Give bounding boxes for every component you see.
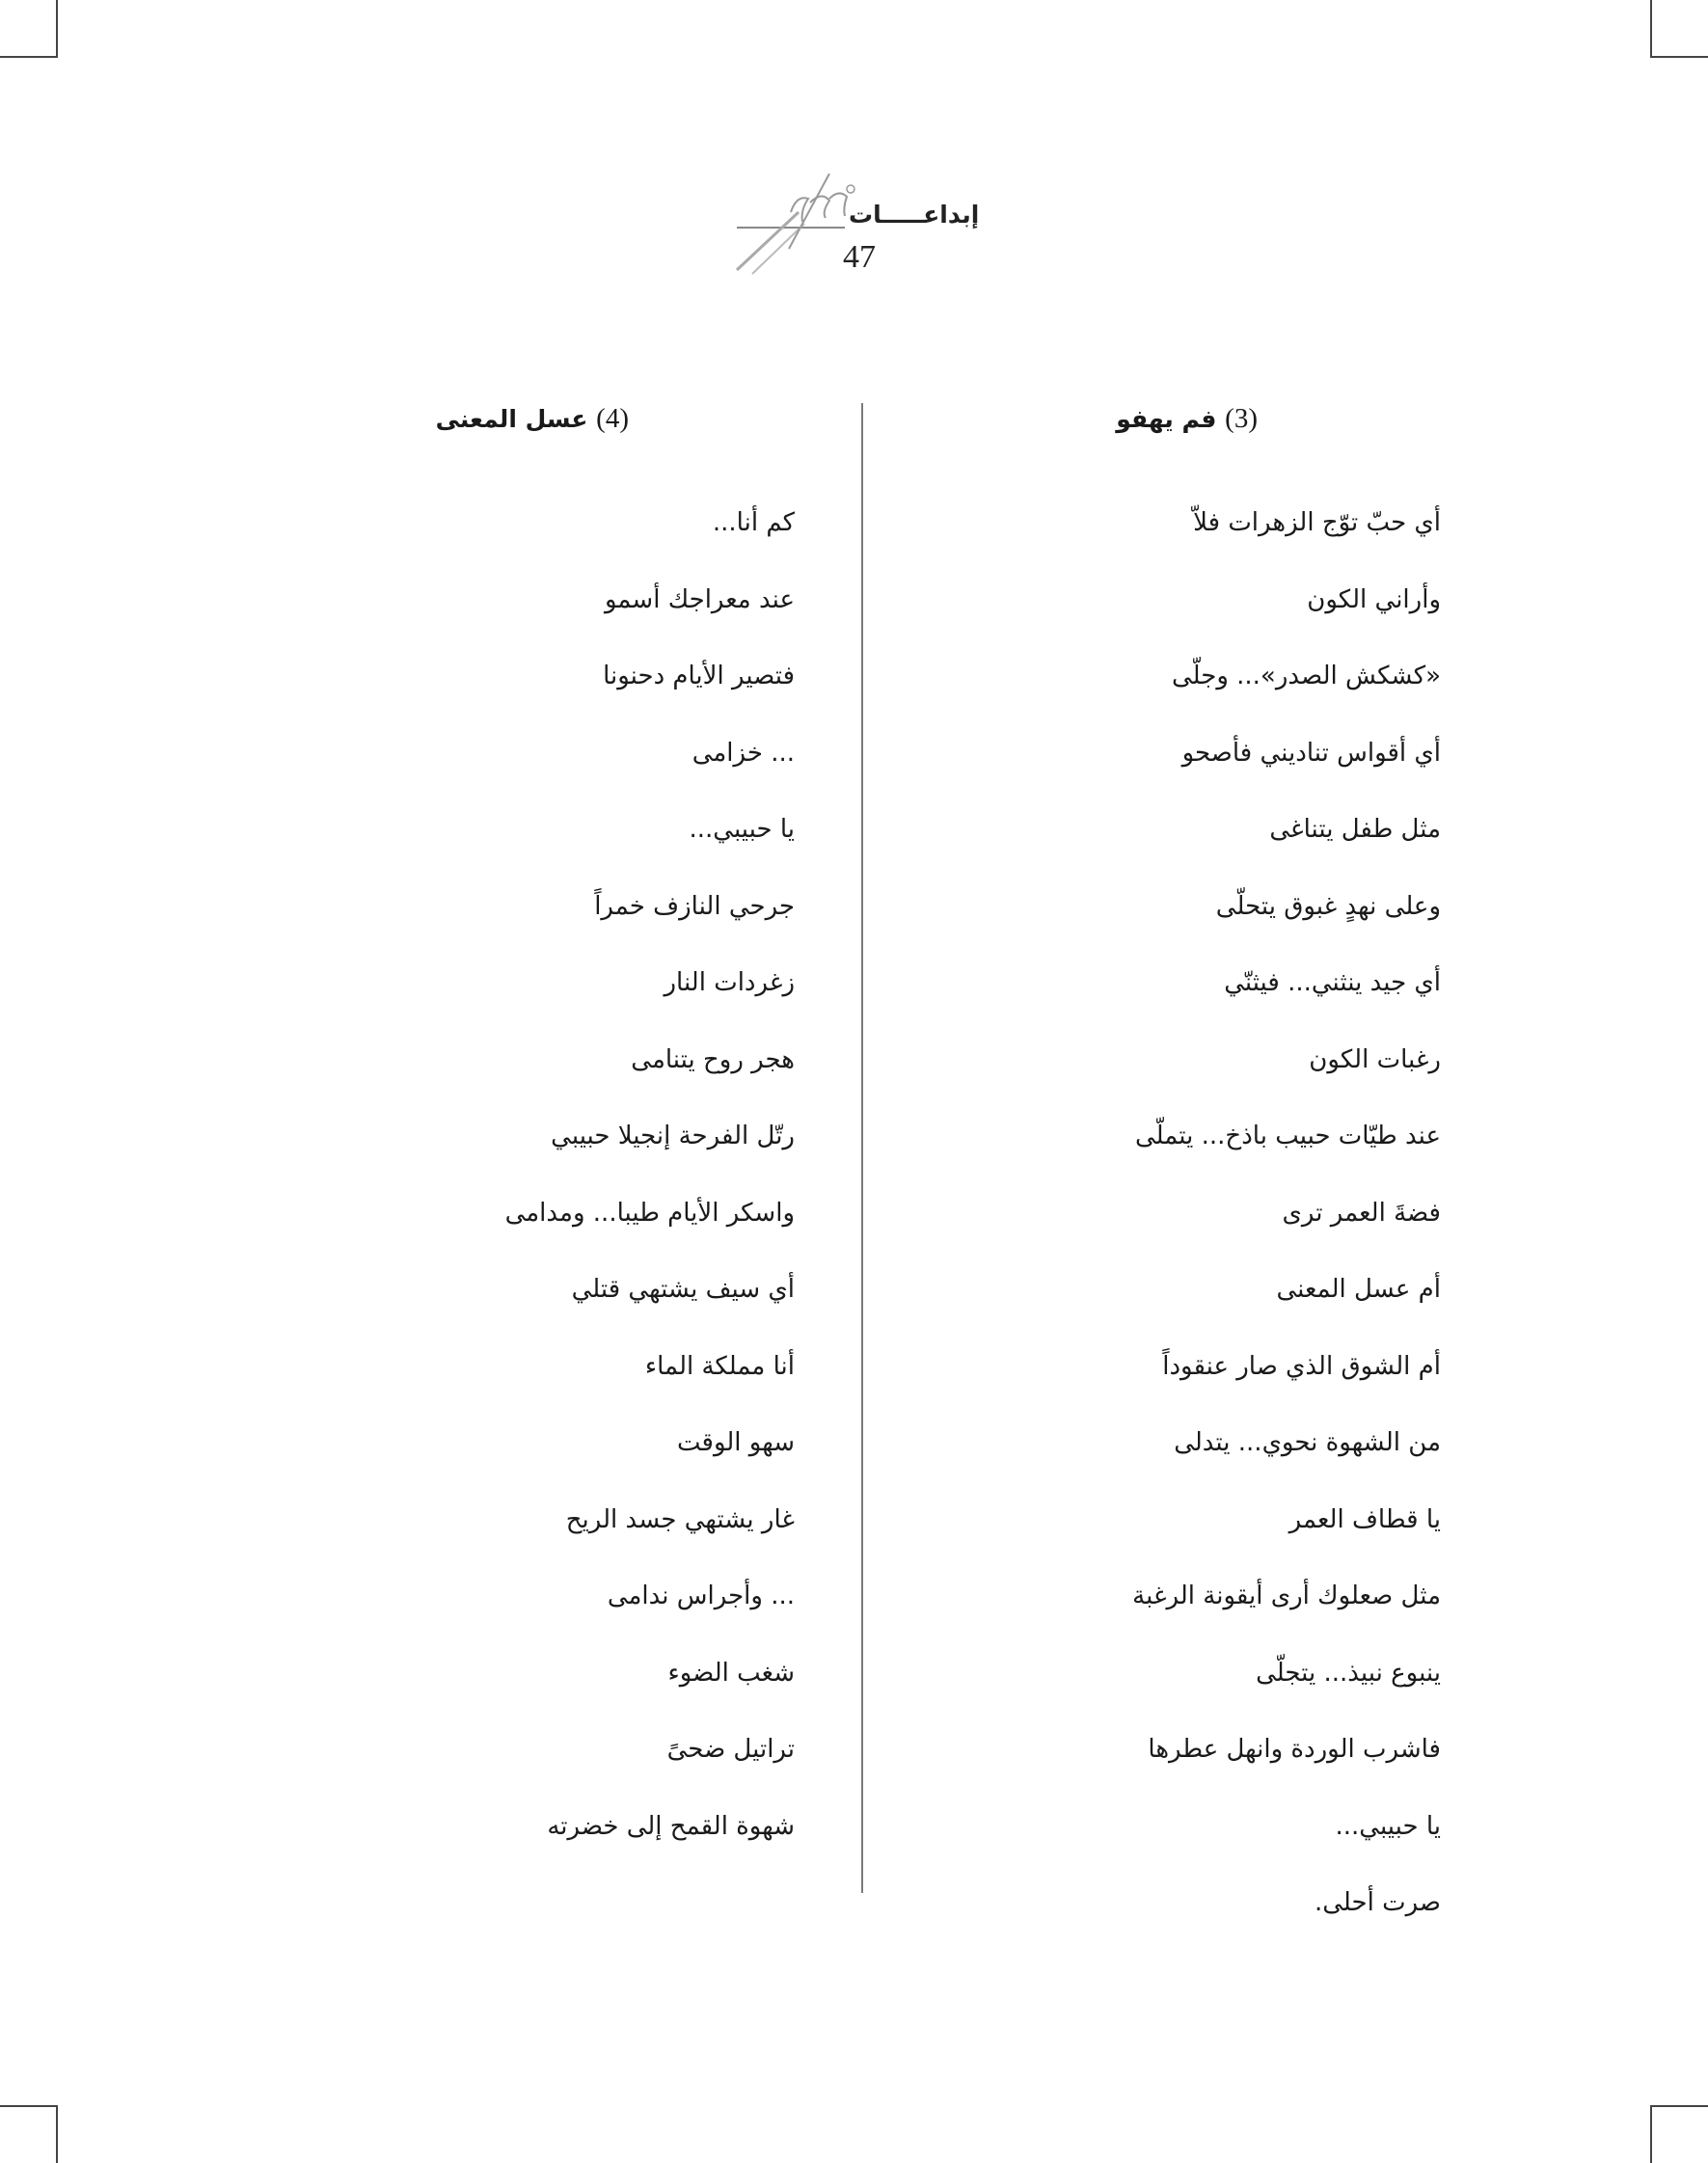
crop-mark (56, 2105, 58, 2163)
poem-line: رتّل الفرحة إنجيلا حبيبي (551, 1122, 795, 1150)
poem-line: عند طيّات حبيب باذخ... يتملّى (1134, 1122, 1441, 1150)
crop-mark (1650, 0, 1652, 58)
poem-line: ... خزامى (691, 738, 795, 768)
poem-line: صرت أحلى. (1314, 1888, 1441, 1917)
poem-line: ينبوع نبيذ... يتجلّى (1256, 1658, 1441, 1688)
poem-line: واسكر الأيام طيبا... ومدامى (504, 1198, 795, 1228)
poem-title: عسل المعنى (435, 405, 588, 433)
crop-mark (1650, 2105, 1708, 2107)
poem-line: أي أقواس تناديني فأصحو (1181, 738, 1441, 768)
poem-line: من الشهوة نحوي... يتدلى (1174, 1428, 1441, 1457)
poem-lines (312, 485, 795, 1865)
crop-mark (1650, 56, 1708, 58)
poem-column-right (978, 397, 1441, 1942)
poem-line: ... وأجراس ندامى (607, 1582, 795, 1610)
poem-line: أم عسل المعنى (1276, 1275, 1441, 1304)
poem-line: وأراني الكون (1307, 584, 1441, 614)
poem-heading (312, 397, 629, 444)
poem-line: «كشكش الصدر»... وجلّى (1171, 662, 1441, 690)
column-divider (861, 403, 863, 1893)
poem-line: غار يشتهي جسد الريح (565, 1504, 795, 1534)
poem-line: أي جيد ينثني... فيثنّي (1224, 968, 1441, 997)
poem-line: تراتيل ضحىً (666, 1735, 795, 1764)
crop-mark (0, 56, 58, 58)
poem-number: (3) (1225, 403, 1258, 434)
poem-line: مثل طفل يتناغى (1269, 815, 1441, 844)
poem-line: مثل صعلوك أرى أيقونة الرغبة (1132, 1582, 1441, 1610)
header-logo (733, 174, 1022, 299)
poem-lines (978, 485, 1441, 1942)
poem-line: وعلى نهدٍ غبوق يتحلّى (1215, 891, 1441, 921)
poem-line: أم الشوق الذي صار عنقوداً (1162, 1351, 1441, 1381)
poem-line: كم أنا... (712, 508, 795, 537)
section-name: إبداعـــــات (849, 201, 980, 229)
poem-line: يا حبيبي... (689, 815, 795, 844)
poem-line: شهوة القمح إلى خضرته (547, 1811, 795, 1841)
magazine-logo-icon (733, 174, 1022, 299)
poem-line: عند معراجك أسمو (604, 584, 795, 614)
crop-mark (56, 0, 58, 58)
poem-line: هجر روح يتنامى (631, 1044, 795, 1074)
poem-line: سهو الوقت (676, 1428, 795, 1457)
poem-line: زغردات النار (664, 968, 795, 997)
poem-line: أي سيف يشتهي قتلي (571, 1275, 795, 1304)
poem-title: فم يهفو (1116, 405, 1217, 433)
poem-line: يا حبيبي... (1335, 1811, 1441, 1841)
poem-line: فضةَ العمر ترى (1282, 1198, 1441, 1228)
poem-line: فتصير الأيام دحنونا (603, 662, 795, 690)
poem-line: رغبات الكون (1309, 1044, 1441, 1074)
poem-line: أي حبّ توّج الزهرات فلاّ (1193, 508, 1441, 537)
poem-number: (4) (596, 403, 629, 434)
poem-heading (978, 397, 1258, 444)
page-number: 47 (843, 239, 876, 275)
crop-mark (1650, 2105, 1652, 2163)
poem-column-left (312, 397, 795, 1865)
poem-line: شغب الضوء (667, 1658, 795, 1688)
crop-mark (0, 2105, 58, 2107)
poem-line: جرحي النازف خمراً (594, 891, 795, 921)
poem-line: يا قطاف العمر (1288, 1504, 1441, 1534)
poem-line: أنا مملكة الماء (644, 1351, 795, 1381)
poem-line: فاشرب الوردة وانهل عطرها (1148, 1735, 1441, 1764)
